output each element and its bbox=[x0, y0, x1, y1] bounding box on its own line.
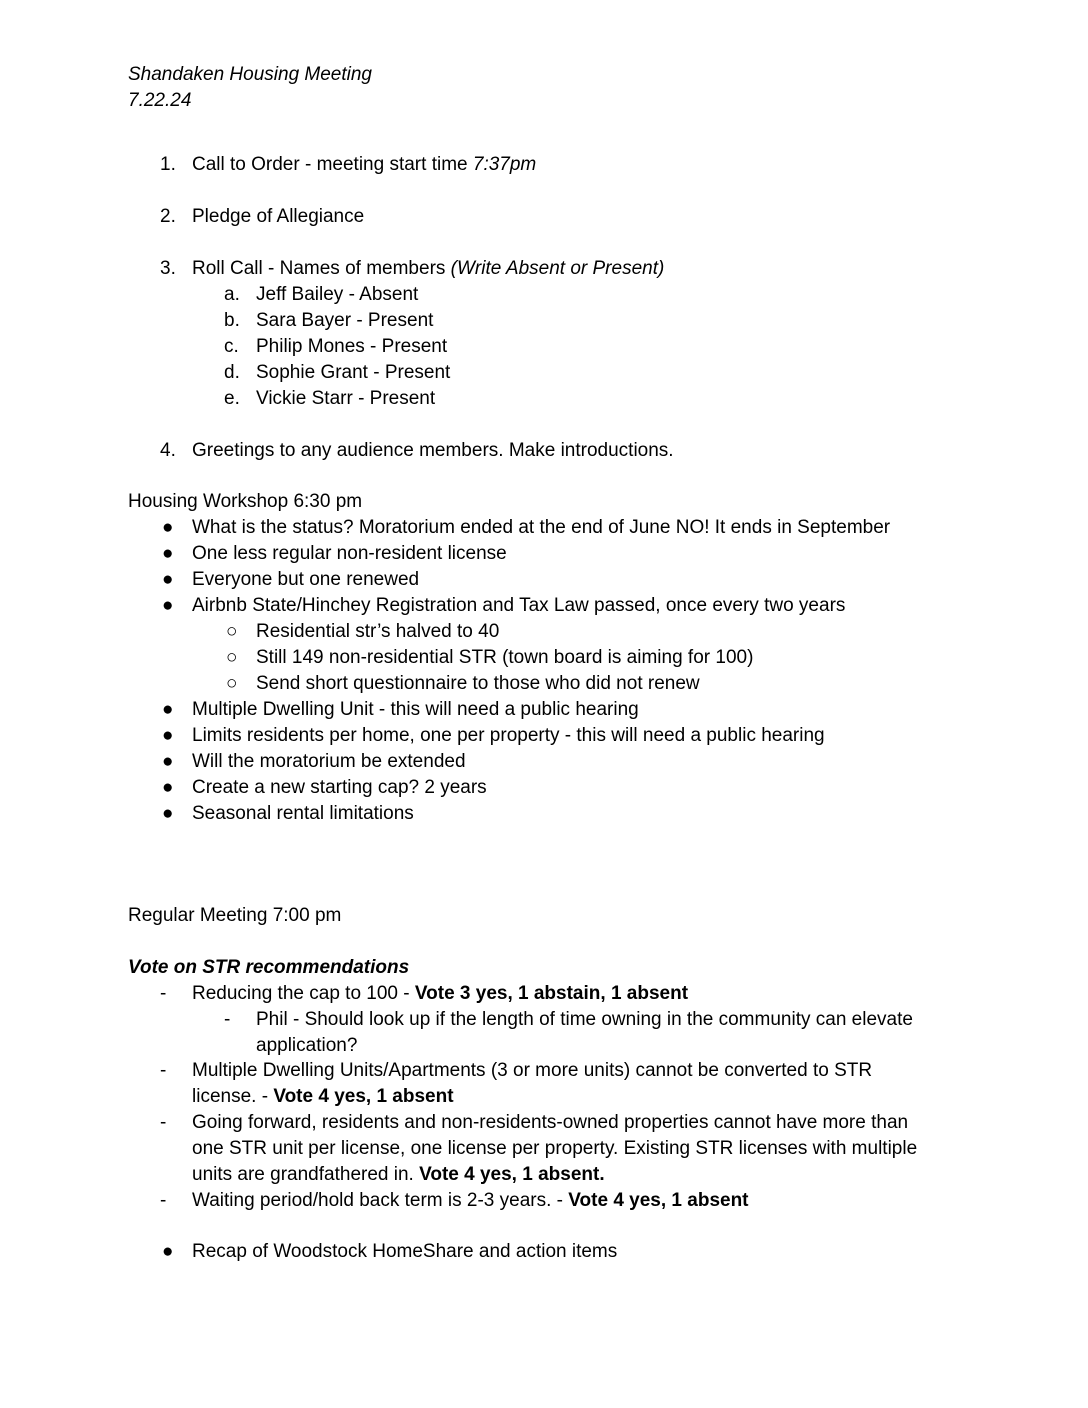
member-marker: c. bbox=[224, 336, 239, 357]
vote-heading: Vote on STR recommendations bbox=[128, 957, 410, 978]
agenda-item-pledge: Pledge of Allegiance bbox=[192, 206, 365, 227]
agenda-marker-3: 3. bbox=[160, 258, 176, 279]
vote-item-text: units are grandfathered in. bbox=[192, 1164, 420, 1185]
workshop-item: Multiple Dwelling Unit - this will need a public hearing bbox=[192, 699, 639, 720]
recap-item: Recap of Woodstock HomeShare and action items bbox=[192, 1241, 618, 1262]
member-marker: e. bbox=[224, 388, 240, 409]
agenda-marker-2: 2. bbox=[160, 206, 176, 227]
member-entry: Vickie Starr - Present bbox=[256, 388, 436, 409]
vote-item bbox=[192, 1188, 749, 1214]
vote-sub-item-continued: application? bbox=[256, 1035, 358, 1056]
vote-sub-item: Phil - Should look up if the length of time owning in the community can elevate bbox=[256, 1009, 913, 1030]
roll-call-note: (Write Absent or Present) bbox=[450, 258, 665, 279]
member-entry: Sophie Grant - Present bbox=[256, 362, 451, 383]
agenda-item-greetings: Greetings to any audience members. Make introductions. bbox=[192, 440, 674, 461]
vote-result: Vote 4 yes, 1 absent. bbox=[419, 1164, 605, 1185]
bullet-icon: ● bbox=[162, 569, 174, 590]
vote-item: Going forward, residents and non-residents-owned properties cannot have more than bbox=[192, 1112, 909, 1133]
workshop-item: Seasonal rental limitations bbox=[192, 803, 414, 824]
bullet-icon: ● bbox=[162, 699, 174, 720]
bullet-icon: ● bbox=[162, 777, 174, 798]
bullet-icon: ● bbox=[162, 803, 174, 824]
bullet-icon: ● bbox=[162, 1241, 174, 1262]
bullet-icon: ● bbox=[162, 517, 174, 538]
agenda-item-roll-call bbox=[192, 256, 664, 282]
hollow-bullet-icon: ○ bbox=[226, 647, 238, 668]
workshop-item: Everyone but one renewed bbox=[192, 569, 420, 590]
member-marker: a. bbox=[224, 284, 240, 305]
dash-icon: - bbox=[160, 1190, 167, 1211]
meeting-start-time: 7:37pm bbox=[472, 154, 537, 175]
agenda-item-text: Call to Order - meeting start time bbox=[192, 154, 473, 175]
agenda-marker-1: 1. bbox=[160, 154, 176, 175]
agenda-item-call-to-order bbox=[192, 152, 536, 178]
bullet-icon: ● bbox=[162, 751, 174, 772]
vote-item-continued: one STR unit per license, one license per property. Existing STR licenses with multiple bbox=[192, 1138, 918, 1159]
vote-item-continued bbox=[192, 1162, 605, 1188]
workshop-item: Create a new starting cap? 2 years bbox=[192, 777, 487, 798]
member-marker: b. bbox=[224, 310, 240, 331]
agenda-item-text: Roll Call - Names of members bbox=[192, 258, 451, 279]
workshop-sub-item: Still 149 non-residential STR (town board is aiming for 100) bbox=[256, 647, 754, 668]
hollow-bullet-icon: ○ bbox=[226, 621, 238, 642]
bullet-icon: ● bbox=[162, 725, 174, 746]
agenda-marker-4: 4. bbox=[160, 440, 176, 461]
member-entry: Jeff Bailey - Absent bbox=[256, 284, 419, 305]
vote-result: Vote 4 yes, 1 absent bbox=[568, 1190, 749, 1211]
vote-result: Vote 4 yes, 1 absent bbox=[273, 1086, 454, 1107]
dash-icon: - bbox=[224, 1009, 231, 1030]
bullet-icon: ● bbox=[162, 543, 174, 564]
vote-item-continued bbox=[192, 1084, 454, 1110]
vote-result: Vote 3 yes, 1 abstain, 1 absent bbox=[414, 983, 689, 1004]
vote-item: Multiple Dwelling Units/Apartments (3 or more units) cannot be converted to STR bbox=[192, 1060, 873, 1081]
dash-icon: - bbox=[160, 983, 167, 1004]
workshop-item: Will the moratorium be extended bbox=[192, 751, 466, 772]
workshop-sub-item: Send short questionnaire to those who did not renew bbox=[256, 673, 700, 694]
vote-item-text: Waiting period/hold back term is 2-3 years. - bbox=[192, 1190, 569, 1211]
dash-icon: - bbox=[160, 1112, 167, 1133]
hollow-bullet-icon: ○ bbox=[226, 673, 238, 694]
workshop-item: One less regular non-resident license bbox=[192, 543, 507, 564]
bullet-icon: ● bbox=[162, 595, 174, 616]
workshop-sub-item: Residential str’s halved to 40 bbox=[256, 621, 500, 642]
dash-icon: - bbox=[160, 1060, 167, 1081]
workshop-item: Airbnb State/Hinchey Registration and Tax Law passed, once every two years bbox=[192, 595, 846, 616]
workshop-item: What is the status? Moratorium ended at the end of June NO! It ends in September bbox=[192, 517, 891, 538]
regular-meeting-heading: Regular Meeting 7:00 pm bbox=[128, 905, 342, 926]
document-date: 7.22.24 bbox=[128, 90, 192, 111]
workshop-item: Limits residents per home, one per property - this will need a public hearing bbox=[192, 725, 825, 746]
member-marker: d. bbox=[224, 362, 240, 383]
member-entry: Philip Mones - Present bbox=[256, 336, 448, 357]
document-title: Shandaken Housing Meeting bbox=[128, 64, 373, 85]
member-entry: Sara Bayer - Present bbox=[256, 310, 434, 331]
vote-item bbox=[192, 981, 688, 1007]
vote-item-text: license. - bbox=[192, 1086, 274, 1107]
workshop-heading: Housing Workshop 6:30 pm bbox=[128, 491, 363, 512]
vote-item-text: Reducing the cap to 100 - bbox=[192, 983, 415, 1004]
